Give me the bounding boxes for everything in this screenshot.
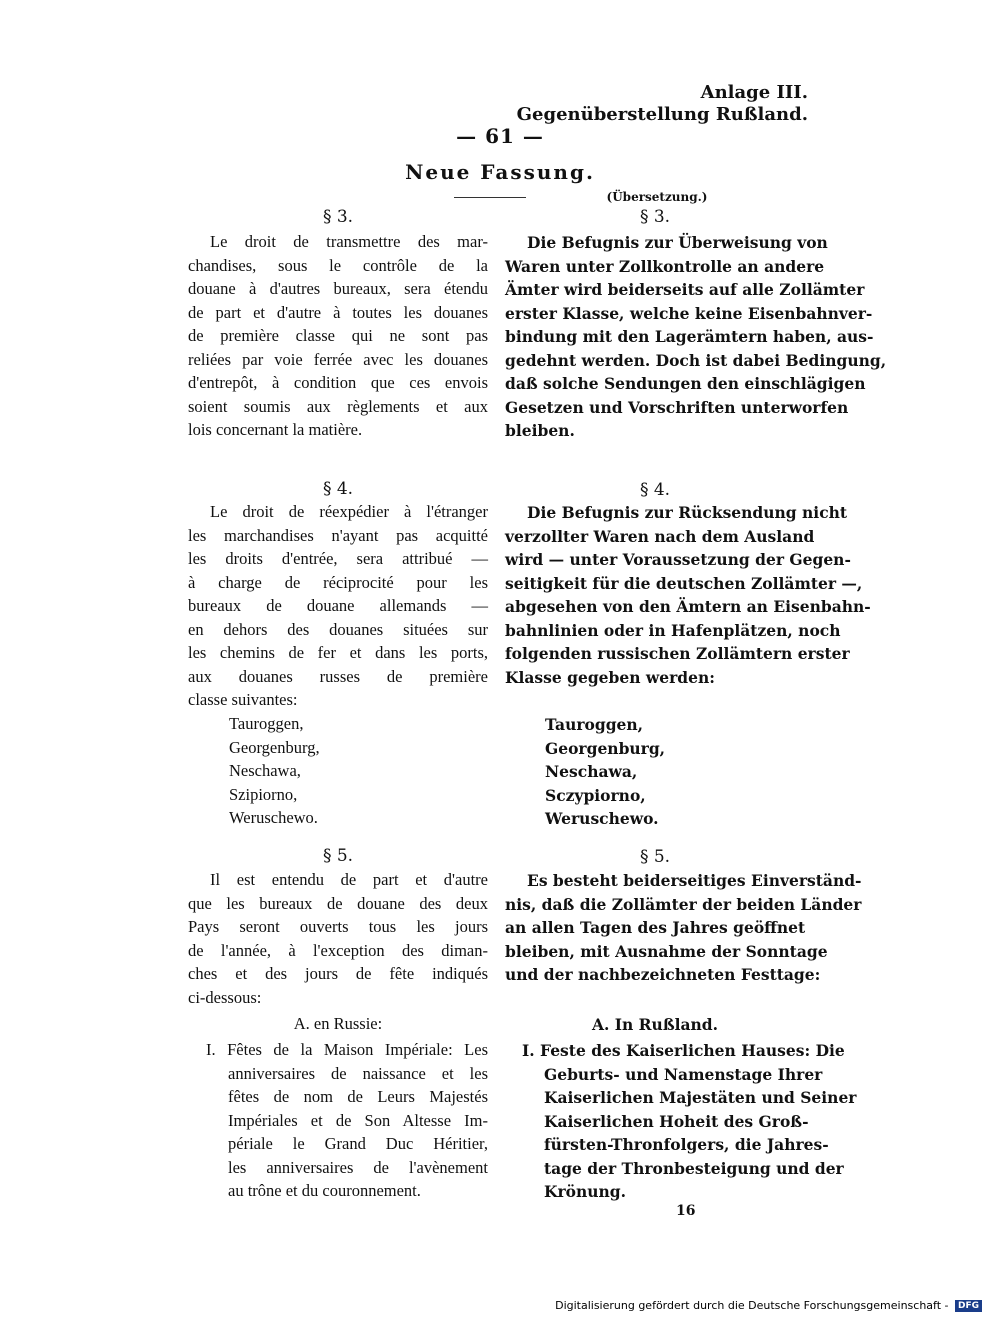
text-line: bahnlinien oder in Hafenplätzen, noch [505,620,841,640]
list-item: Sczypiorno, [545,785,646,805]
text-line: Kaiserlichen Hoheit des Groß- [544,1111,809,1131]
printer-signature: 16 [676,1203,696,1219]
text-line: de part et d'autre à toutes les douanes [188,302,488,322]
comparison-label: Gegenüberstellung Rußland. [516,104,808,125]
text-line: Geburts- und Namenstage Ihrer [544,1064,823,1084]
text-line: fêtes de nom de Leurs Majestés [228,1087,488,1106]
holiday-item-de [522,1041,857,1206]
section-4-text-fr [188,502,488,712]
text-line: périale le Grand Duc Héritier, [228,1134,488,1153]
list-item: Georgenburg, [545,738,666,758]
section-5-text-de [505,871,862,991]
page-number: — 61 — [456,124,544,148]
text-line: Waren unter Zollkontrolle an andere [505,256,825,276]
text-line: Impériales et de Son Altesse Im- [228,1110,488,1130]
heading-rule [454,197,526,198]
text-line: folgenden russischen Zollämtern erster [505,644,850,663]
place-list-fr [229,714,429,834]
text-line: daß solche Sendungen den einschlägigen [505,374,866,393]
text-line: à charge de réciprocité pour les [188,572,488,592]
list-item: Tauroggen, [545,715,644,734]
holiday-item-fr [206,1040,488,1205]
text-line: Die Befugnis zur Überweisung von [527,233,828,252]
text-line: Kaiserlichen Majestäten und Seiner [544,1088,857,1107]
section-3-text-fr [188,232,488,442]
text-line: ci-dessous: [188,987,262,1007]
list-item: Neschawa, [545,762,638,781]
text-line: de première classe qui ne sont pas [188,326,488,345]
text-line: I. Fêtes de la Maison Impériale: Les [206,1040,488,1059]
text-line: Il est entendu de part et d'autre [210,870,488,889]
text-line: nis, daß die Zollämter der beiden Länder [505,894,862,914]
list-item: Neschawa, [229,761,301,780]
subheading-de: A. In Rußland. [591,1015,719,1034]
section-3-title-de: § 3. [639,207,671,227]
text-line: abgesehen von den Ämtern an Eisenbahn- [505,597,871,616]
text-line: Pays seront ouverts tous les jours [188,917,488,936]
text-line: Ämter wird beiderseits auf alle Zollämter [505,280,865,299]
text-line: tage der Thronbesteigung und der [544,1158,844,1178]
text-line: Klasse gegeben werden: [505,667,715,687]
list-item: Szipiorno, [229,784,298,804]
text-line: und der nachbezeichneten Festtage: [505,965,821,984]
text-line: I. Feste des Kaiserlichen Hauses: Die [522,1041,845,1060]
list-item: Georgenburg, [229,737,320,757]
text-line: bleiben. [505,421,575,440]
section-4-title-fr: § 4. [322,479,354,499]
text-line: chandises, sous le contrôle de la [188,255,488,275]
section-5-title-de: § 5. [639,847,671,867]
page-heading: Neue Fassung. [405,160,595,184]
text-line: Le droit de réexpédier à l'étranger [210,502,488,521]
text-line: ches et des jours de fête indiqués [188,964,488,983]
text-line: que les bureaux de douane des deux [188,893,488,913]
section-5-text-fr [188,870,488,1010]
section-4-text-de [505,503,871,693]
text-line: les marchandises n'ayant pas acquitté [188,525,488,545]
text-line: seitigkeit für die deutschen Zollämter —, [505,573,863,593]
subheading-fr: A. en Russie: [293,1014,383,1033]
text-line: wird — unter Voraussetzung der Gegen- [505,550,851,569]
place-list-de [545,715,745,835]
text-line: d'entrepôt, à condition que ces envois [188,373,488,392]
text-line: Es besteht beiderseitiges Einverständ- [527,871,862,890]
text-line: douane à d'autres bureaux, sera étendu [188,279,488,298]
text-line: classe suivantes: [188,690,298,709]
text-line: Le droit de transmettre des mar- [210,232,488,251]
text-line: les droits d'entrée, sera attribué — [188,549,488,568]
text-line: reliées par voie ferrée avec les douanes [188,349,488,369]
text-line: en dehors des douanes situées sur [188,619,488,639]
section-3-title-fr: § 3. [322,207,354,227]
text-line: soient soumis aux règlements et aux [188,396,488,416]
text-line: de l'année, à l'exception des diman- [188,940,488,960]
text-line: au trône et du couronnement. [228,1181,421,1200]
text-line: les anniversaires de l'avènement [228,1157,488,1177]
digitization-footer [555,1299,982,1312]
text-line: bindung mit den Lagerämtern haben, aus- [505,327,874,346]
translation-note: (Übersetzung.) [606,190,708,204]
text-line: Krönung. [544,1182,627,1201]
text-line: fürsten-Thronfolgers, die Jahres- [544,1135,829,1154]
text-line: verzollter Waren nach dem Ausland [505,526,815,546]
text-line: bleiben, mit Ausnahme der Sonntage [505,941,828,961]
text-line: lois concernant la matière. [188,420,363,439]
text-line: les chemins de fer et dans les ports, [188,643,488,662]
text-line: an allen Tagen des Jahres geöffnet [505,918,806,937]
text-line: Gesetzen und Vorschriften unterworfen [505,397,849,417]
text-line: erster Klasse, welche keine Eisenbahnver- [505,303,873,323]
dfg-logo-icon: DFG [955,1300,982,1312]
annex-label: Anlage III. [700,82,808,103]
section-3-text-de [505,233,887,443]
text-line: aux douanes russes de première [188,666,488,686]
text-line: gedehnt werden. Doch ist dabei Bedingung, [505,350,887,370]
footer-text: Digitalisierung gefördert durch die Deutsche Forschungsgemeinschaft - [555,1299,949,1312]
section-5-title-fr: § 5. [322,846,354,866]
list-item: Weruschewo. [545,809,659,828]
list-item: Weruschewo. [229,808,318,827]
text-line: bureaux de douane allemands — [188,596,488,615]
section-4-title-de: § 4. [639,480,671,500]
text-line: anniversaires de naissance et les [228,1063,488,1083]
list-item: Tauroggen, [229,714,304,733]
text-line: Die Befugnis zur Rücksendung nicht [527,503,848,522]
